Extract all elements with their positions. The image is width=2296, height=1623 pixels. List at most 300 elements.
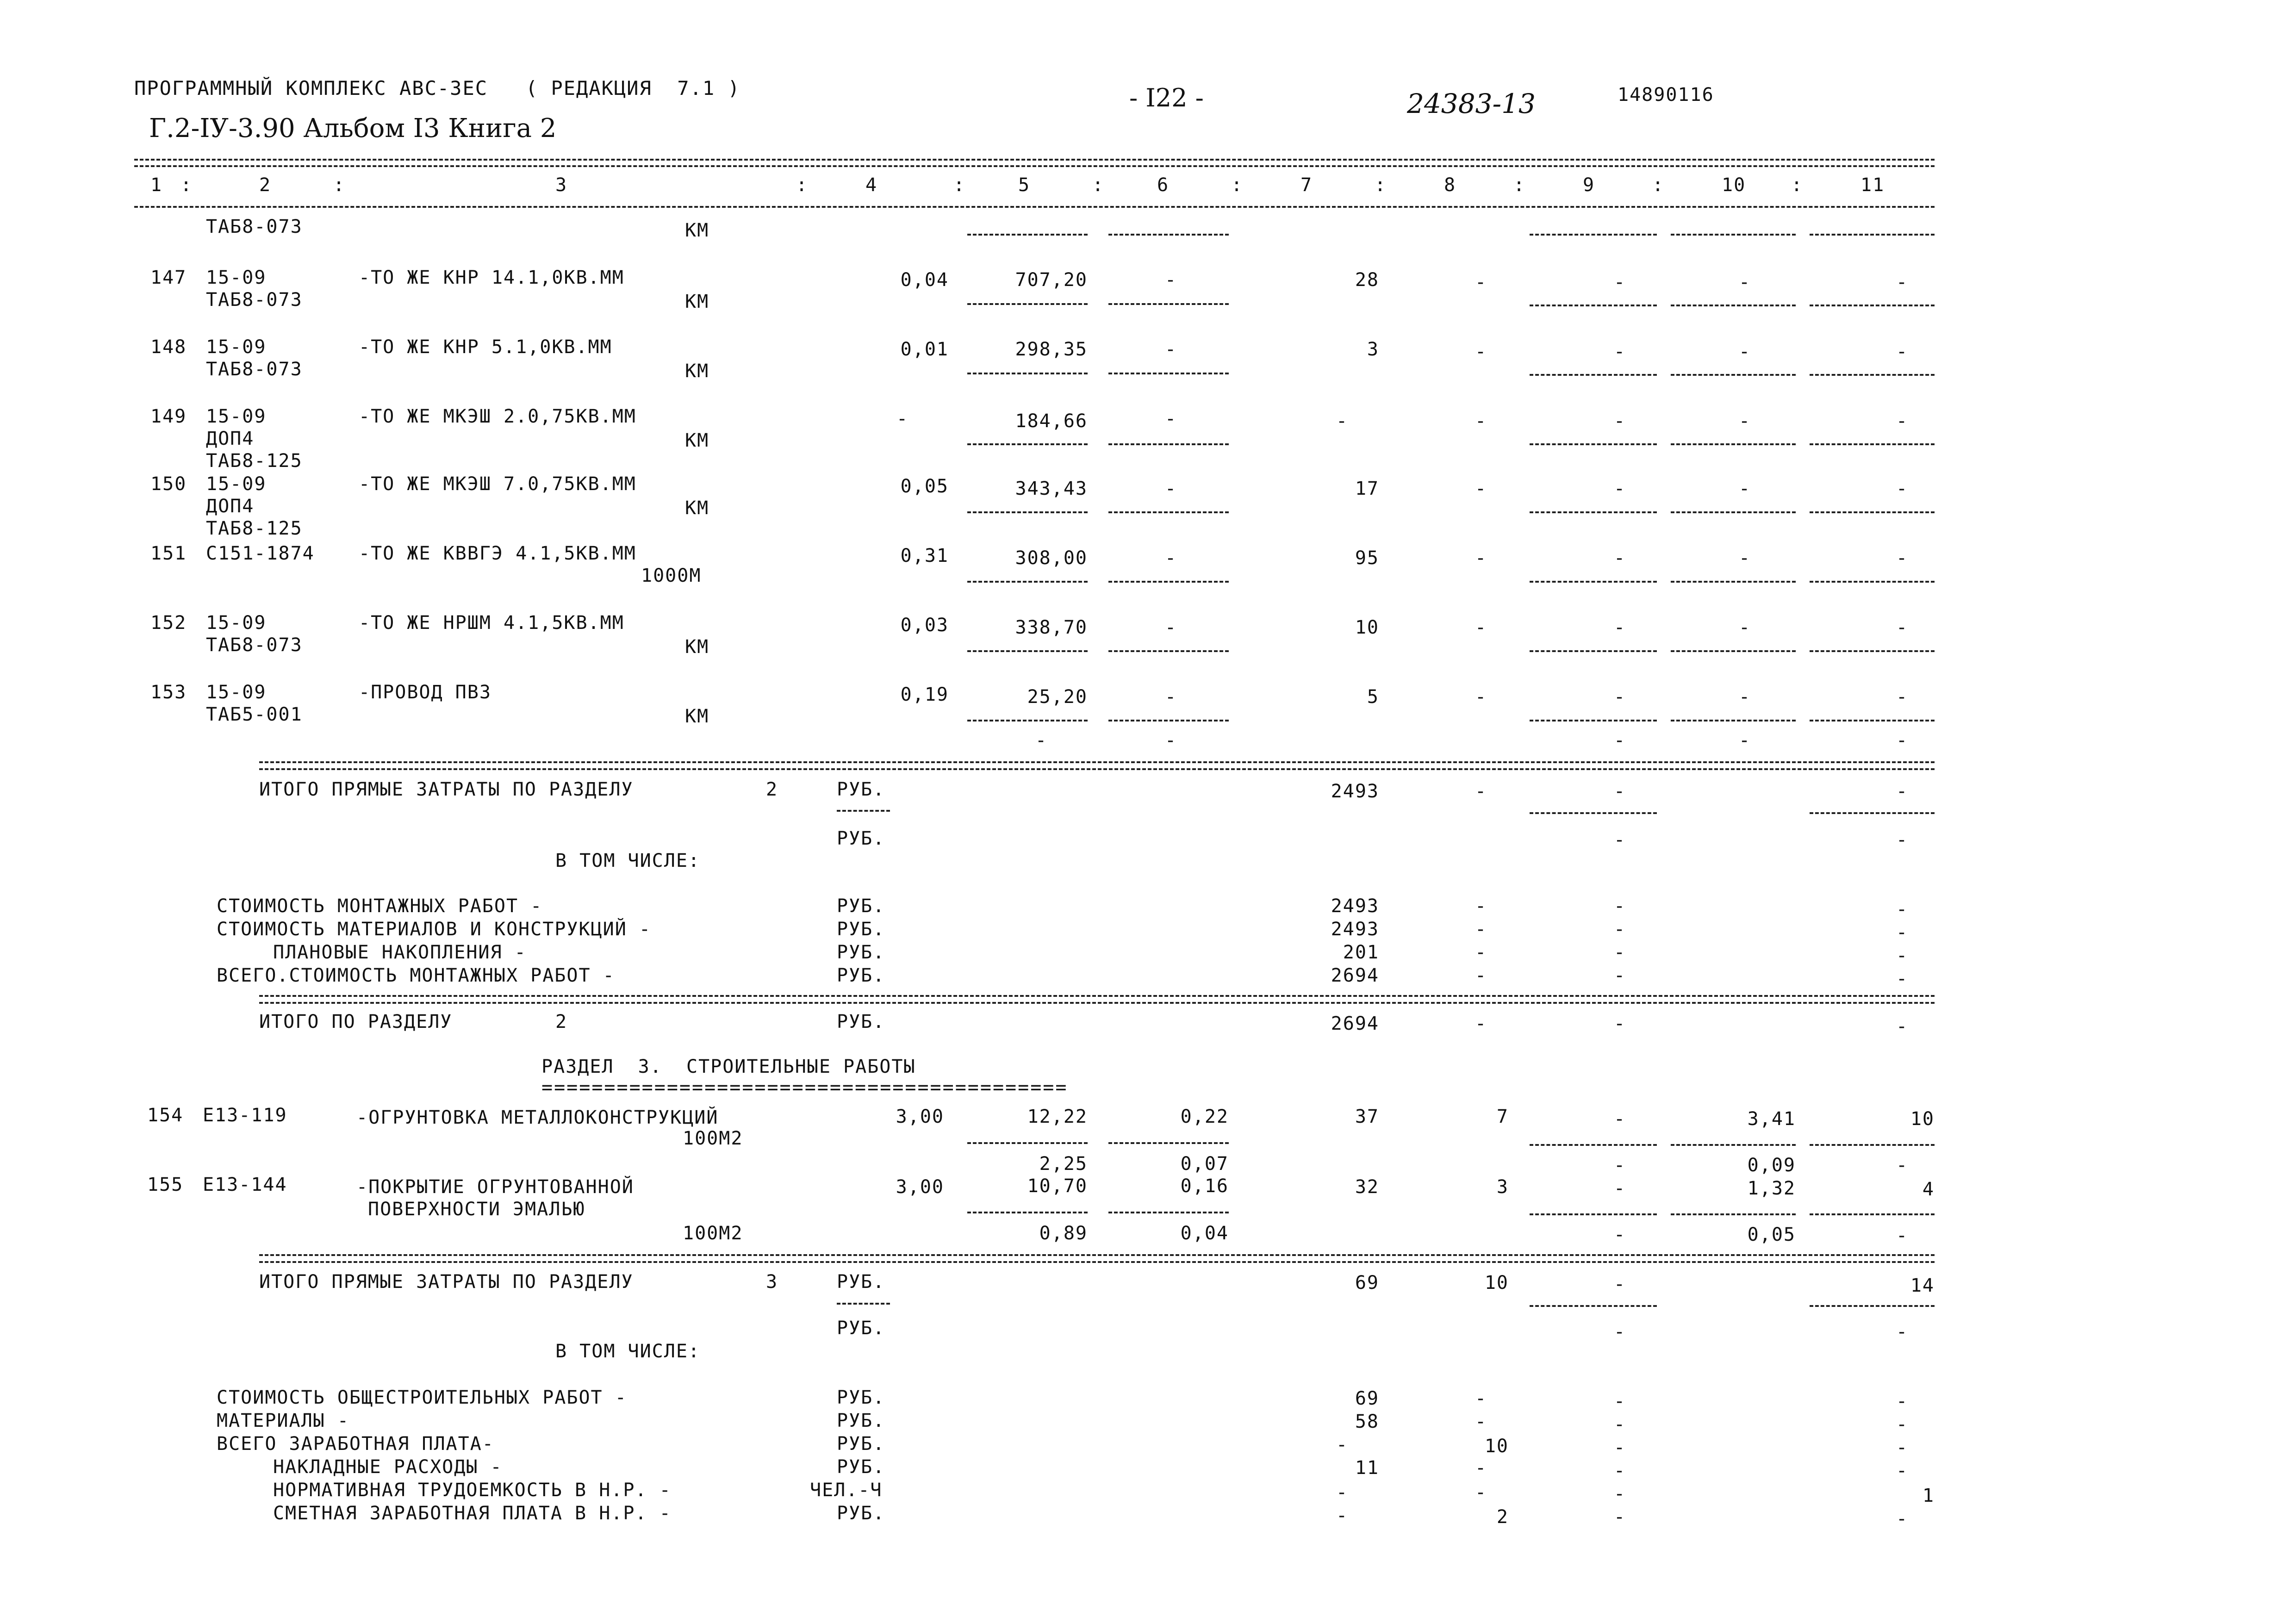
col-sep: : — [1513, 174, 1526, 196]
total-c8: 10 — [1484, 1272, 1509, 1293]
line-c11: - — [1896, 1391, 1909, 1412]
cell-c5-sub: 0,89 — [1039, 1223, 1088, 1244]
sub-rule — [1108, 373, 1229, 374]
row-code: С151-1874 — [206, 543, 315, 564]
dash: - — [1035, 730, 1048, 751]
row-unit: КМ — [685, 706, 709, 727]
dash: - — [1475, 1013, 1487, 1034]
cell-c6: - — [1164, 617, 1177, 638]
line-c7: - — [1336, 1482, 1349, 1503]
sub-rule — [1530, 1144, 1657, 1146]
section-3-title: РАЗДЕЛ 3. СТРОИТЕЛЬНЫЕ РАБОТЫ — [541, 1056, 916, 1077]
total-direct-label: ИТОГО ПРЯМЫЕ ЗАТРАТЫ ПО РАЗДЕЛУ — [259, 1271, 634, 1293]
sub-rule — [1810, 305, 1935, 306]
row-code-3: ТАБ8-125 — [206, 518, 303, 539]
section-3-underline: ========================================== — [541, 1077, 1068, 1098]
total-c11: 14 — [1910, 1275, 1935, 1296]
row-code: 15-09 — [206, 267, 267, 288]
total-c7: 2493 — [1331, 781, 1379, 802]
line-c7: 69 — [1355, 1388, 1379, 1409]
header-rule — [134, 206, 1935, 208]
row-code: 15-09 — [206, 682, 267, 703]
sub-rule — [1671, 720, 1796, 721]
sub-rule — [1530, 650, 1657, 652]
row-code: 15-09 — [206, 406, 267, 427]
cell-c5: 343,43 — [1015, 478, 1088, 499]
top-rule-2 — [134, 165, 1935, 167]
line-c11: - — [1896, 1460, 1909, 1481]
cell-c7: 28 — [1355, 269, 1379, 291]
line-c8: - — [1475, 1411, 1487, 1432]
top-rule — [134, 159, 1935, 161]
col-header-5: 5 — [1018, 174, 1031, 196]
cell-c7: 95 — [1355, 547, 1379, 569]
dash: - — [1613, 1155, 1626, 1176]
dash: - — [1613, 919, 1626, 940]
sub-rule — [837, 810, 890, 812]
cell-c6: 0,16 — [1180, 1175, 1229, 1197]
line-unit: РУБ. — [837, 1503, 885, 1524]
row-number: 151 — [150, 543, 187, 564]
sub-rule — [1108, 303, 1229, 305]
cell-c6: - — [1164, 339, 1177, 360]
col-sep: : — [1791, 174, 1804, 196]
sub-rule — [967, 511, 1088, 513]
dash: - — [1613, 730, 1626, 751]
col-header-6: 6 — [1157, 174, 1170, 196]
cell-c10: - — [1738, 617, 1751, 638]
section-rule — [259, 1254, 1935, 1256]
cell-c4: 0,03 — [900, 615, 949, 636]
dash: - — [1613, 965, 1626, 986]
row-number: 154 — [147, 1105, 184, 1126]
row-code-3: ТАБ8-125 — [206, 450, 303, 472]
sub-rule — [1810, 720, 1935, 721]
dash: - — [1896, 829, 1909, 851]
sub-rule — [1530, 305, 1657, 306]
line-label: ВСЕГО ЗАРАБОТНАЯ ПЛАТА- — [217, 1433, 494, 1455]
total-c8: - — [1475, 781, 1487, 802]
line-c7: - — [1336, 1505, 1349, 1526]
cell-c10: - — [1738, 547, 1751, 569]
cell-c8: - — [1475, 478, 1487, 499]
cell-c5: 10,70 — [1027, 1175, 1088, 1197]
cell-c6: - — [1164, 478, 1177, 499]
col-sep: : — [1652, 174, 1665, 196]
cell-c7: 32 — [1355, 1176, 1379, 1198]
line-c11: - — [1896, 1414, 1909, 1435]
row-unit: КМ — [685, 497, 709, 519]
cell-c6: - — [1164, 547, 1177, 569]
line-label: ПЛАНОВЫЕ НАКОПЛЕНИЯ - — [273, 942, 527, 963]
cell-c8: - — [1475, 617, 1487, 638]
line-unit: РУБ. — [837, 1410, 885, 1431]
line-c8: 2 — [1496, 1506, 1509, 1528]
cell-c8: 7 — [1496, 1106, 1509, 1127]
row-number: 148 — [150, 336, 187, 358]
cell-c11: - — [1896, 410, 1909, 432]
dash: - — [1613, 895, 1626, 917]
cell-c10-sub: 0,05 — [1747, 1224, 1796, 1245]
line-unit: РУБ. — [837, 942, 885, 963]
sub-rule — [1530, 812, 1657, 814]
sub-rule — [967, 1142, 1088, 1144]
document-code: 14890116 — [1618, 84, 1714, 106]
cell-c5-sub: 2,25 — [1039, 1153, 1088, 1175]
row-description: -ТО ЖЕ МКЭШ 7.0,75КВ.ММ — [359, 473, 636, 495]
cell-c4: 3,00 — [896, 1106, 944, 1127]
row-number: 152 — [150, 612, 187, 634]
col-sep: : — [1375, 174, 1387, 196]
cell-c10: - — [1738, 272, 1751, 293]
sub-rule — [1108, 511, 1229, 513]
cell-c11: - — [1896, 341, 1909, 362]
cell-c4: 3,00 — [896, 1176, 944, 1198]
cell-c8: - — [1475, 341, 1487, 362]
sub-rule — [1671, 511, 1796, 513]
row-unit: КМ — [685, 430, 709, 451]
cell-c6: - — [1164, 408, 1177, 429]
cell-c8: - — [1475, 272, 1487, 293]
sub-rule — [1108, 1212, 1229, 1213]
section-total-label: ИТОГО ПО РАЗДЕЛУ — [259, 1011, 453, 1032]
cell-c9: - — [1613, 478, 1626, 499]
sub-rule — [967, 581, 1088, 583]
line-label: СТОИМОСТЬ МОНТАЖНЫХ РАБОТ - — [217, 895, 543, 917]
sub-rule — [1530, 720, 1657, 721]
page-number: - I22 - — [1129, 83, 1204, 112]
sub-rule — [1810, 1144, 1935, 1146]
line-c8: - — [1475, 1388, 1487, 1409]
row-unit: КМ — [685, 220, 709, 241]
line-c8: - — [1475, 1457, 1487, 1479]
row-number: 147 — [150, 267, 187, 288]
col-header-7: 7 — [1300, 174, 1313, 196]
unit-rub: РУБ. — [837, 1318, 885, 1339]
row-code-2: ДОП4 — [206, 496, 255, 517]
dash: - — [1613, 1321, 1626, 1343]
row-description-2: ПОВЕРХНОСТИ ЭМАЛЬЮ — [368, 1199, 585, 1220]
cell-c6-sub: 0,04 — [1180, 1223, 1229, 1244]
line-unit: РУБ. — [837, 1387, 885, 1408]
cell-c4: 0,04 — [900, 269, 949, 291]
sub-rule — [1530, 1213, 1657, 1215]
cell-c8: - — [1475, 686, 1487, 708]
sub-rule — [1671, 1213, 1796, 1215]
row-description: -ТО ЖЕ НРШМ 4.1,5КВ.ММ — [359, 612, 624, 634]
cell-c10: - — [1738, 410, 1751, 432]
sub-rule — [1530, 374, 1657, 376]
sub-rule — [1810, 1213, 1935, 1215]
row-description: -ТО ЖЕ КНР 14.1,0КВ.ММ — [359, 267, 624, 288]
cell-c7: 3 — [1367, 339, 1379, 360]
sub-rule — [1810, 511, 1935, 513]
col-header-2: 2 — [259, 174, 272, 196]
section-number: 2 — [766, 779, 778, 800]
sub-rule — [837, 1303, 890, 1305]
line-c9: - — [1613, 1437, 1626, 1458]
line-unit: РУБ. — [837, 919, 885, 940]
cell-c10: - — [1738, 478, 1751, 499]
cell-c5: 184,66 — [1015, 410, 1088, 432]
dash: - — [1475, 965, 1487, 986]
line-label: МАТЕРИАЛЫ - — [217, 1410, 349, 1431]
row-unit: 100М2 — [683, 1128, 743, 1149]
line-c11: - — [1896, 1508, 1909, 1530]
dash: - — [1896, 730, 1909, 751]
col-header-9: 9 — [1583, 174, 1595, 196]
row-description: -ПОКРЫТИЕ ОГРУНТОВАННОЙ — [356, 1176, 634, 1198]
cell-c4: 0,19 — [900, 684, 949, 705]
sub-rule — [967, 234, 1088, 236]
row-number: 153 — [150, 682, 187, 703]
cell-c7: 17 — [1355, 478, 1379, 499]
row-description: -ТО ЖЕ КВВГЭ 4.1,5КВ.ММ — [359, 543, 636, 564]
line-c7: 58 — [1355, 1411, 1379, 1432]
cell-c11: 4 — [1922, 1179, 1935, 1200]
dash: - — [1896, 968, 1909, 989]
section-rule — [259, 761, 1935, 763]
dash: - — [1613, 829, 1626, 851]
line-c9: - — [1613, 1460, 1626, 1481]
cell-c8: - — [1475, 410, 1487, 432]
sub-rule — [1530, 443, 1657, 445]
sub-rule — [1810, 650, 1935, 652]
sub-rule — [1108, 443, 1229, 445]
cell-c6: - — [1164, 686, 1177, 708]
cell-c7: - — [1336, 410, 1349, 432]
cell-c9: - — [1613, 410, 1626, 432]
col-header-3: 3 — [555, 174, 568, 196]
col-sep: : — [796, 174, 809, 196]
row-code-2: ТАБ5-001 — [206, 704, 303, 725]
cell-c10: - — [1738, 686, 1751, 708]
sub-rule — [1530, 581, 1657, 583]
col-sep: : — [953, 174, 966, 196]
cell-c10: 3,41 — [1747, 1108, 1796, 1130]
sub-rule — [967, 303, 1088, 305]
dash: - — [1475, 919, 1487, 940]
cell-c4: - — [896, 408, 909, 429]
cell-c8: - — [1475, 547, 1487, 569]
row-description: -ТО ЖЕ КНР 5.1,0КВ.ММ — [359, 336, 612, 358]
dash: - — [1896, 1321, 1909, 1343]
dash: - — [1896, 899, 1909, 920]
sub-rule — [1671, 374, 1796, 376]
section-number: 2 — [555, 1011, 568, 1032]
row-code-2: ТАБ8-073 — [206, 634, 303, 656]
cell-c7: 5 — [1367, 686, 1379, 708]
unit-rub: РУБ. — [837, 1271, 885, 1293]
unit-rub: РУБ. — [837, 779, 885, 800]
cell-c11: - — [1896, 686, 1909, 708]
cell-c11: - — [1896, 617, 1909, 638]
line-c11: - — [1896, 1437, 1909, 1458]
sub-rule — [1530, 234, 1657, 236]
row-description: -ОГРУНТОВКА МЕТАЛЛОКОНСТРУКЦИЙ — [356, 1107, 719, 1128]
cell-c6-sub: 0,07 — [1180, 1153, 1229, 1175]
cell-c9: - — [1613, 341, 1626, 362]
col-header-8: 8 — [1444, 174, 1456, 196]
line-label: НАКЛАДНЫЕ РАСХОДЫ - — [273, 1456, 503, 1478]
col-sep: : — [1092, 174, 1105, 196]
cell-c9: - — [1613, 617, 1626, 638]
cell-c7: 37 — [1355, 1106, 1379, 1127]
line-unit: ЧЕЛ.-Ч — [810, 1480, 883, 1501]
row-code: 15-09 — [206, 612, 267, 634]
line-unit: РУБ. — [837, 965, 885, 986]
col-sep: : — [180, 174, 193, 196]
row-unit: КМ — [685, 291, 709, 312]
sub-rule — [1108, 581, 1229, 583]
cell-c11: - — [1896, 547, 1909, 569]
sub-rule — [1810, 374, 1935, 376]
sub-rule — [1108, 720, 1229, 721]
sub-rule — [1810, 581, 1935, 583]
line-value: 2493 — [1331, 895, 1379, 917]
row-code: Е13-144 — [203, 1174, 287, 1195]
dash: - — [1613, 1013, 1626, 1034]
section-number: 3 — [766, 1271, 778, 1293]
cell-c10: 1,32 — [1747, 1178, 1796, 1199]
cell-c11: 10 — [1910, 1108, 1935, 1130]
row-unit: 100М2 — [683, 1223, 743, 1244]
cell-c11: - — [1896, 478, 1909, 499]
line-c7: 11 — [1355, 1457, 1379, 1479]
sub-rule — [1530, 511, 1657, 513]
line-c11: 1 — [1922, 1485, 1935, 1506]
cell-c8: 3 — [1496, 1176, 1509, 1198]
dash: - — [1738, 730, 1751, 751]
document-number: 24383-13 — [1407, 88, 1536, 119]
row-number: 150 — [150, 473, 187, 495]
dash: - — [1613, 1224, 1626, 1245]
line-label: СТОИМОСТЬ МАТЕРИАЛОВ И КОНСТРУКЦИЙ - — [217, 919, 651, 940]
line-label: СТОИМОСТЬ ОБЩЕСТРОИТЕЛЬНЫХ РАБОТ - — [217, 1387, 627, 1408]
section-rule — [259, 1261, 1935, 1263]
sub-rule — [967, 720, 1088, 721]
sub-rule — [1108, 234, 1229, 236]
sub-rule — [1671, 650, 1796, 652]
line-label: НОРМАТИВНАЯ ТРУДОЕМКОСТЬ В Н.Р. - — [273, 1480, 672, 1501]
cell-c5: 298,35 — [1015, 339, 1088, 360]
cell-c7: 10 — [1355, 617, 1379, 638]
cell-c11: - — [1896, 272, 1909, 293]
dash: - — [1613, 942, 1626, 963]
row-number: 149 — [150, 406, 187, 427]
cell-c6: 0,22 — [1180, 1106, 1229, 1127]
section-rule — [259, 768, 1935, 770]
cell-c5: 12,22 — [1027, 1106, 1088, 1127]
sub-rule — [967, 650, 1088, 652]
line-c9: - — [1613, 1414, 1626, 1435]
line-unit: РУБ. — [837, 1456, 885, 1478]
row-code-2: ТАБ8-073 — [206, 359, 303, 380]
dash: - — [1613, 1274, 1626, 1295]
section-rule — [259, 1002, 1935, 1004]
unit-rub: РУБ. — [837, 828, 885, 849]
dash: - — [1896, 1016, 1909, 1037]
dash: - — [1164, 730, 1177, 751]
section-total-value: 2694 — [1331, 1013, 1379, 1034]
row-code-2: ДОП4 — [206, 428, 255, 449]
line-c8: 10 — [1484, 1436, 1509, 1457]
cell-c9: - — [1613, 1108, 1626, 1130]
row-unit: КМ — [685, 636, 709, 658]
cell-c10: - — [1738, 341, 1751, 362]
cell-c6: - — [1164, 269, 1177, 291]
dash: - — [1896, 1155, 1909, 1176]
sub-rule — [967, 443, 1088, 445]
sub-rule — [967, 1212, 1088, 1213]
total-c7: 69 — [1355, 1272, 1379, 1293]
total-c9: - — [1613, 781, 1626, 802]
sub-rule — [1671, 234, 1796, 236]
cell-c4: 0,05 — [900, 476, 949, 497]
line-value: 201 — [1343, 942, 1379, 963]
row-unit: КМ — [685, 361, 709, 382]
dash: - — [1896, 922, 1909, 943]
unit-rub: РУБ. — [837, 1011, 885, 1032]
sub-rule — [967, 373, 1088, 374]
line-c9: - — [1613, 1483, 1626, 1505]
line-c9: - — [1613, 1391, 1626, 1412]
dash: - — [1475, 942, 1487, 963]
col-header-10: 10 — [1722, 174, 1746, 196]
sub-rule — [1108, 1142, 1229, 1144]
cell-c9: - — [1613, 547, 1626, 569]
line-c7: - — [1336, 1434, 1349, 1455]
cell-c9: - — [1613, 1178, 1626, 1199]
dash: - — [1475, 895, 1487, 917]
row-number: 155 — [147, 1174, 184, 1195]
row-description: -ПРОВОД ПВ3 — [359, 682, 492, 703]
sub-rule — [1810, 234, 1935, 236]
section-rule — [259, 995, 1935, 997]
row-code: 15-09 — [206, 336, 267, 358]
cell-c5: 308,00 — [1015, 547, 1088, 569]
line-c8: - — [1475, 1482, 1487, 1503]
sub-rule — [1810, 1305, 1935, 1307]
program-header: ПРОГРАММНЫЙ КОМПЛЕКС АВС-3ЕС ( РЕДАКЦИЯ 7.1 ) — [134, 77, 740, 99]
row-code: 15-09 — [206, 473, 267, 495]
row-unit: 1000М — [641, 565, 702, 586]
sub-rule — [1671, 581, 1796, 583]
line-unit: РУБ. — [837, 1433, 885, 1455]
row-code: ТАБ8-073 — [206, 216, 303, 237]
cell-c4: 0,31 — [900, 545, 949, 566]
album-title: Г.2-IУ-3.90 Альбом I3 Книга 2 — [149, 113, 557, 143]
sub-rule — [1810, 443, 1935, 445]
line-unit: РУБ. — [837, 895, 885, 917]
including-label: В ТОМ ЧИСЛЕ: — [555, 1341, 700, 1362]
col-header-11: 11 — [1860, 174, 1885, 196]
cell-c10-sub: 0,09 — [1747, 1155, 1796, 1176]
total-c11: - — [1896, 781, 1909, 802]
sub-rule — [1530, 1305, 1657, 1307]
line-value: 2694 — [1331, 965, 1379, 986]
sub-rule — [1810, 812, 1935, 814]
row-code-2: ТАБ8-073 — [206, 289, 303, 311]
line-value: 2493 — [1331, 919, 1379, 940]
dash: - — [1896, 945, 1909, 966]
line-label: ВСЕГО.СТОИМОСТЬ МОНТАЖНЫХ РАБОТ - — [217, 965, 615, 986]
col-sep: : — [1231, 174, 1244, 196]
cell-c4: 0,01 — [900, 339, 949, 360]
dash: - — [1896, 1225, 1909, 1246]
col-sep: : — [333, 174, 346, 196]
cell-c9: - — [1613, 686, 1626, 708]
